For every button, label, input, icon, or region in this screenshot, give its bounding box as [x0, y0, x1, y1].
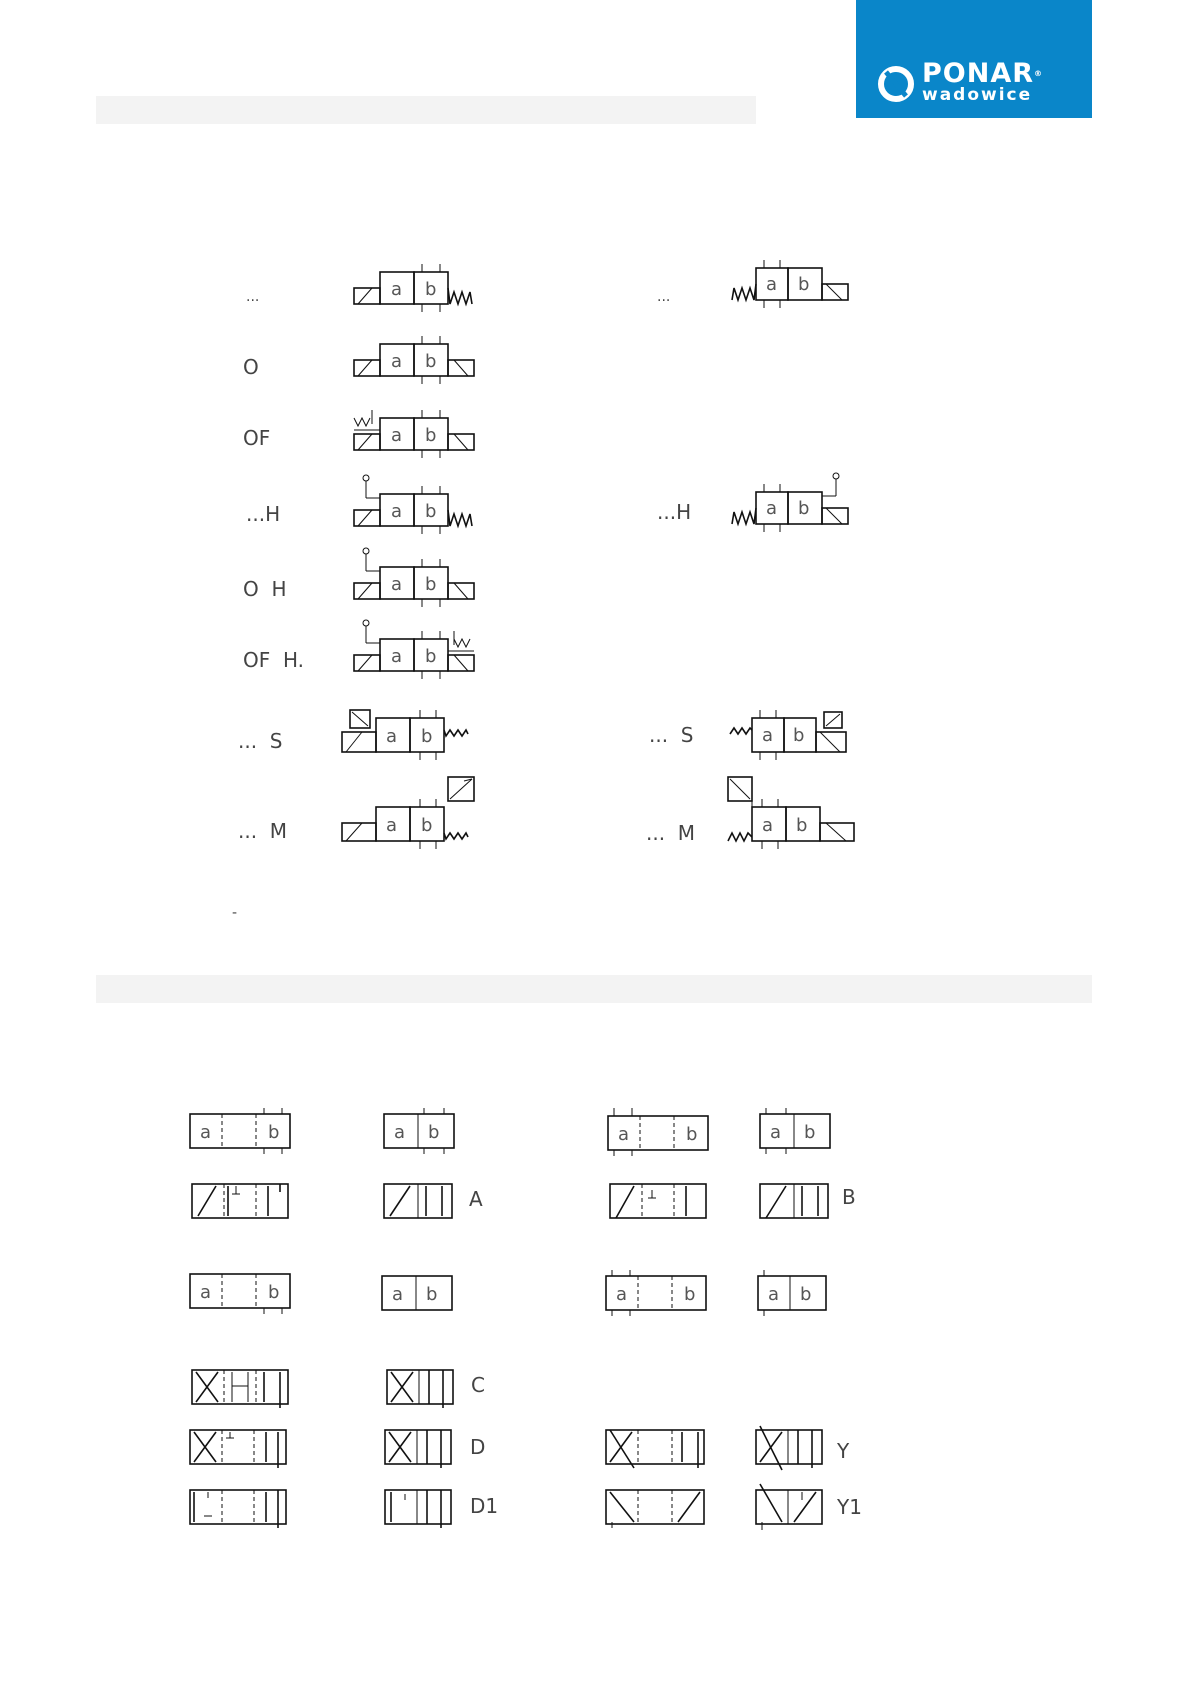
- spool-header-2pos: [382, 1108, 456, 1154]
- spool-header-2pos: [756, 1270, 830, 1316]
- svg-text:a: a: [386, 726, 398, 747]
- svg-text:a: a: [768, 1284, 780, 1305]
- valve-symbol-single-spring-m-mirror: [726, 775, 871, 849]
- spool-symbol-B-3pos: [606, 1176, 710, 1224]
- ponar-logo-icon: [876, 62, 920, 106]
- svg-text:b: b: [268, 1282, 280, 1303]
- svg-text:a: a: [770, 1122, 782, 1143]
- valve-symbol-double-hand: [350, 545, 480, 607]
- svg-text:b: b: [421, 726, 433, 747]
- spool-symbol-Y1-3pos: [604, 1482, 708, 1532]
- actuator-label: OF H.: [243, 648, 305, 672]
- actuator-label: OF: [243, 426, 271, 450]
- spool-label: Y: [837, 1439, 850, 1463]
- svg-text:b: b: [426, 1284, 438, 1305]
- spool-label: D1: [470, 1494, 499, 1518]
- actuator-label: ...H: [657, 500, 692, 524]
- actuator-label: ...H: [246, 502, 281, 526]
- svg-text:b: b: [425, 279, 437, 300]
- svg-text:b: b: [425, 351, 437, 372]
- spool-symbol-Y1-2pos: [754, 1480, 828, 1532]
- valve-symbol-single-spring-mirror: [728, 258, 858, 308]
- valve-symbol-single-spring-s-mirror: [728, 708, 868, 762]
- spool-label: Y1: [837, 1495, 862, 1519]
- svg-text:a: a: [762, 815, 774, 836]
- svg-text:b: b: [796, 815, 808, 836]
- spool-header-3pos: [188, 1108, 292, 1154]
- spool-symbol-D-2pos: [383, 1424, 457, 1472]
- svg-text:a: a: [392, 1284, 404, 1305]
- spool-label: D: [470, 1435, 486, 1459]
- svg-text:a: a: [200, 1122, 212, 1143]
- svg-text:a: a: [762, 725, 774, 746]
- spool-symbol-D-3pos: [186, 1424, 290, 1472]
- svg-text:b: b: [798, 274, 810, 295]
- svg-text:a: a: [766, 498, 778, 519]
- svg-text:b: b: [425, 501, 437, 522]
- svg-text:b: b: [425, 425, 437, 446]
- spool-symbol-A-3pos: [188, 1176, 292, 1224]
- actuator-label: ... M: [646, 821, 696, 845]
- svg-text:b: b: [428, 1122, 440, 1143]
- actuator-label: ... S: [649, 723, 694, 747]
- valve-symbol-single-spring-hand-mirror: [728, 470, 858, 532]
- svg-text:a: a: [391, 501, 403, 522]
- spool-symbol-Y-2pos: [754, 1422, 828, 1474]
- spool-header-3pos: [188, 1270, 292, 1316]
- svg-text:a: a: [616, 1284, 628, 1305]
- svg-text:a: a: [200, 1282, 212, 1303]
- svg-text:a: a: [618, 1124, 630, 1145]
- section-header-bar-spools: [96, 975, 1092, 1003]
- svg-text:b: b: [425, 574, 437, 595]
- logo-sub: wadowice: [922, 85, 1033, 105]
- actuator-label: O H: [243, 577, 287, 601]
- svg-text:b: b: [686, 1124, 698, 1145]
- section-header-bar-actuators: [96, 96, 756, 124]
- spool-label: C: [471, 1373, 485, 1397]
- logo-brand: PONAR®: [922, 58, 1044, 89]
- spool-symbol-B-2pos: [758, 1176, 832, 1224]
- spool-header-2pos: [380, 1274, 454, 1320]
- valve-symbol-double: [350, 336, 480, 386]
- valve-symbol-single-spring: [350, 262, 480, 312]
- valve-symbol-double-detent: [350, 408, 480, 458]
- spool-header-2pos: [758, 1108, 832, 1154]
- valve-symbol-single-spring-m: [338, 775, 483, 849]
- svg-text:b: b: [798, 498, 810, 519]
- svg-text:b: b: [425, 646, 437, 667]
- svg-text:a: a: [391, 279, 403, 300]
- actuator-label: ... M: [238, 819, 288, 843]
- spool-label: B: [842, 1185, 856, 1209]
- actuator-label: ...: [246, 289, 260, 305]
- spool-label: A: [469, 1187, 483, 1211]
- svg-text:b: b: [804, 1122, 816, 1143]
- spool-symbol-D1-3pos: [186, 1482, 290, 1532]
- ponar-logo: [856, 0, 1092, 118]
- footnote: -: [232, 905, 238, 921]
- valve-symbol-double-detent-hand: [350, 617, 480, 679]
- svg-text:a: a: [391, 351, 403, 372]
- svg-text:a: a: [394, 1122, 406, 1143]
- spool-symbol-C-3pos: [188, 1364, 292, 1412]
- svg-text:a: a: [386, 815, 398, 836]
- actuator-label: ... S: [238, 729, 283, 753]
- valve-symbol-single-spring-s: [338, 708, 483, 762]
- spool-symbol-A-2pos: [382, 1176, 456, 1224]
- spool-header-3pos: [606, 1108, 710, 1154]
- svg-text:a: a: [391, 425, 403, 446]
- actuator-label: ...: [657, 289, 671, 305]
- actuator-label: O: [243, 355, 259, 379]
- svg-text:a: a: [766, 274, 778, 295]
- spool-symbol-C-2pos: [385, 1364, 459, 1412]
- svg-text:a: a: [391, 646, 403, 667]
- spool-symbol-D1-2pos: [383, 1482, 457, 1532]
- svg-text:b: b: [268, 1122, 280, 1143]
- svg-text:b: b: [421, 815, 433, 836]
- svg-text:b: b: [684, 1284, 696, 1305]
- valve-symbol-single-spring-hand: [350, 472, 480, 534]
- svg-text:b: b: [800, 1284, 812, 1305]
- svg-text:b: b: [793, 725, 805, 746]
- svg-text:a: a: [391, 574, 403, 595]
- spool-header-3pos: [604, 1270, 708, 1320]
- spool-symbol-Y-3pos: [604, 1424, 708, 1474]
